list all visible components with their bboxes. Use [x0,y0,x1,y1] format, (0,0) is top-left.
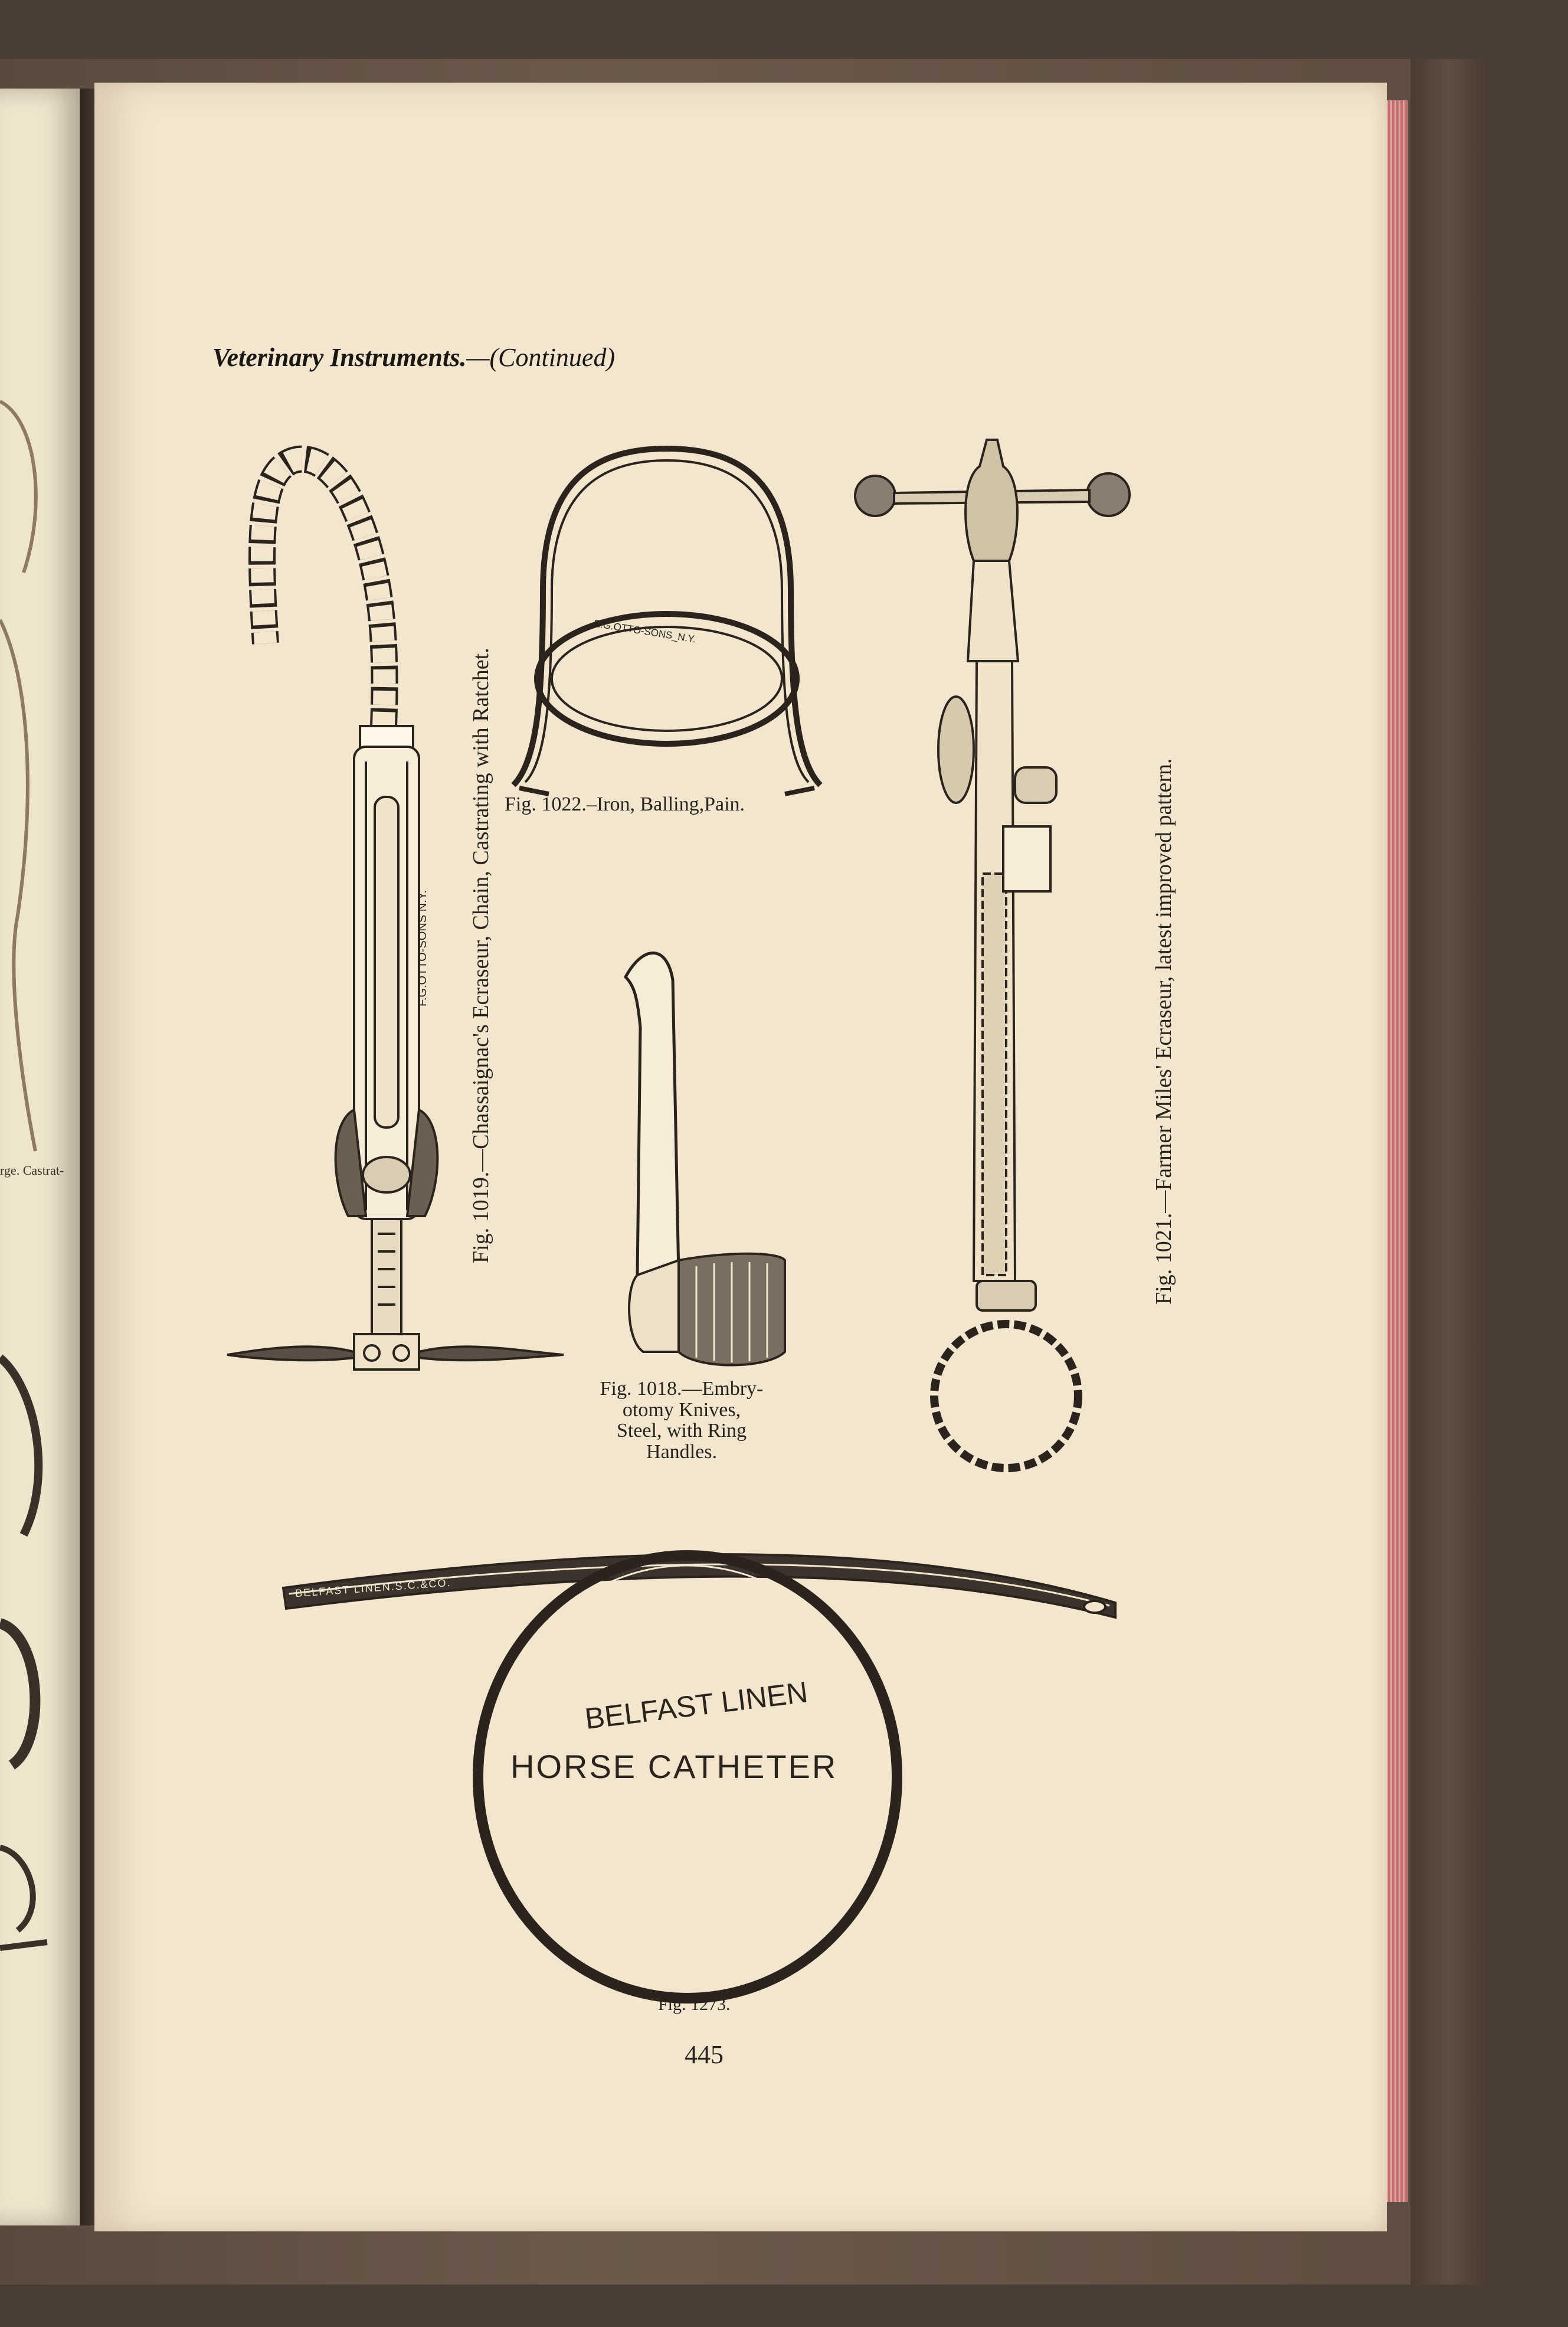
fig1019-caption: Fig. 1019.—Chassaignac's Ecraseur, Chain, Castrating with Ratchet. [469,648,493,1263]
embryotomy-knife-icon [626,953,785,1365]
fig1019-engraving: F.G.OTTO-SONS N.Y. [416,890,429,1006]
page-number: 445 [685,2040,724,2069]
balling-iron-icon [513,449,820,794]
header-title: Veterinary Instruments. [212,343,467,372]
fig1273-caption: Fig. 1273. [658,1995,731,2014]
chain-ecraseur-icon [227,459,564,1370]
catheter-brand-arc: BELFAST LINEN [583,1675,810,1736]
catheter-product-label: HORSE CATHETER [510,1748,838,1785]
fig1018-caption [567,1378,797,1463]
fig1022-caption: Fig. 1022.–Iron, Balling,Pain. [505,793,745,815]
farmer-miles-ecraseur-icon [855,440,1130,1468]
fig1022-engraving: E.G.OTTO-SONS_N.Y. [592,617,697,645]
fig1018-caption-line: Handles. [646,1441,717,1463]
header-continued: —(Continued) [466,343,616,372]
left-page-fragment: rge. Castrat- [0,1163,64,1178]
fig1273-tube-text: BELFAST LINEN.S.C.&CO. [294,1576,452,1600]
fig1018-caption-line: Fig. 1018.—Embry- [600,1378,764,1400]
fig1018-caption-line: Steel, with Ring [616,1420,747,1442]
fig1021-caption: Fig. 1021.—Farmer Miles' Ecraseur, latest improved pattern. [1151,758,1176,1305]
fig1018-caption-line: otomy Knives, [622,1398,741,1421]
